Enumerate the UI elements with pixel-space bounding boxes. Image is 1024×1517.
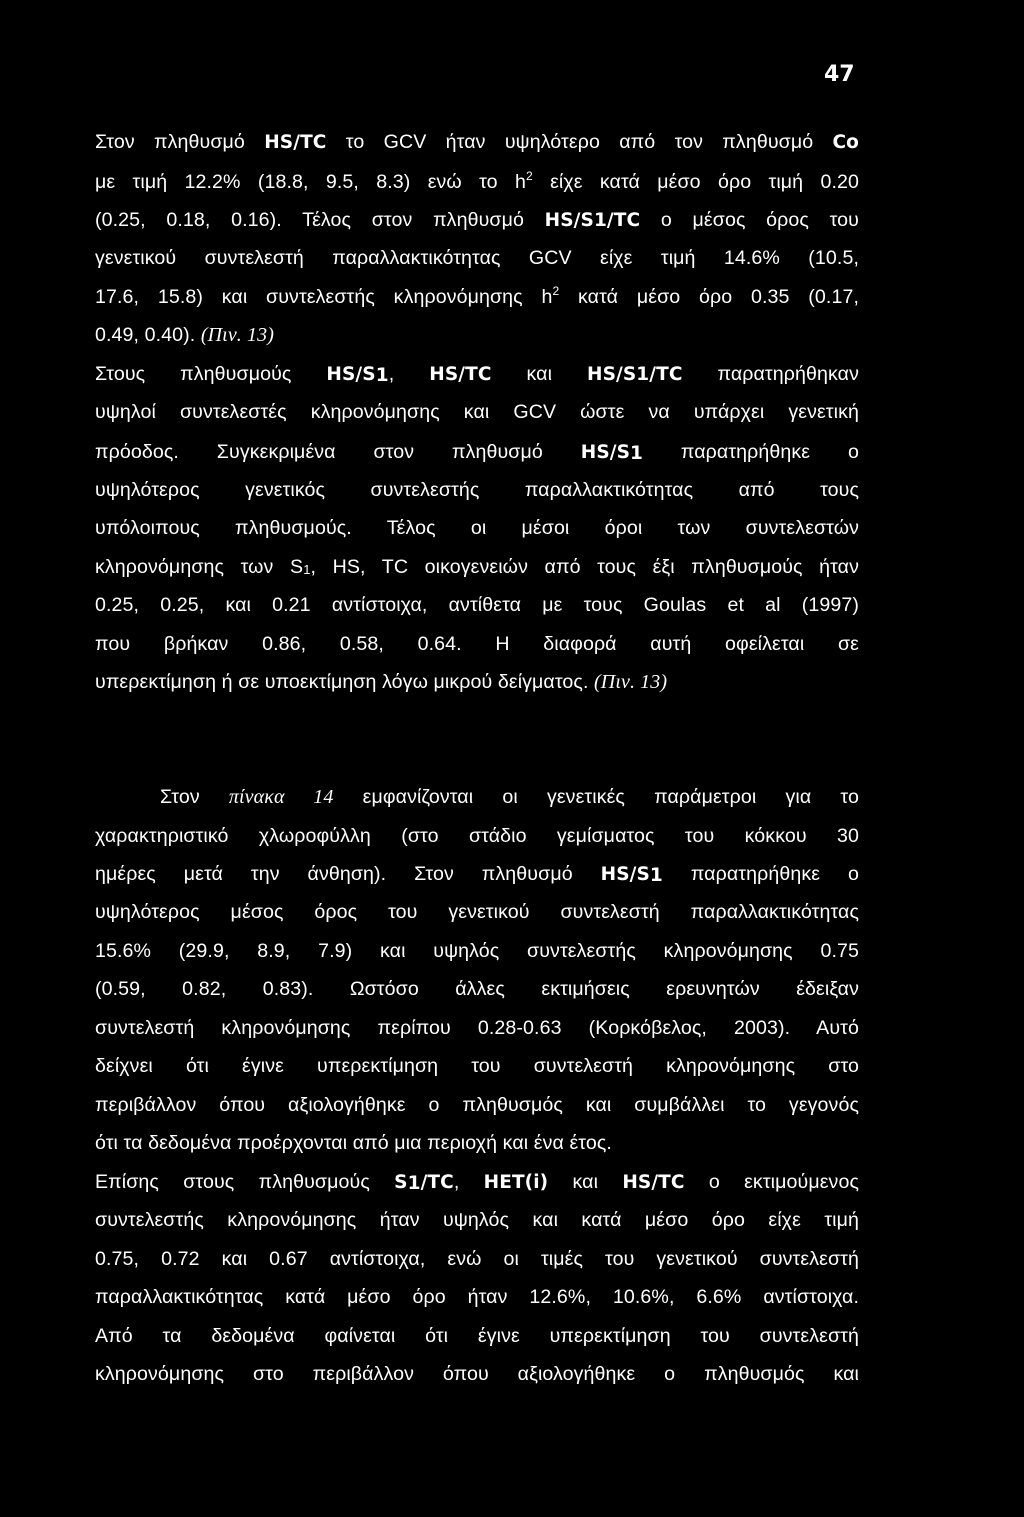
text-line: Στους πληθυσμούς $HS/S_1$, HS/TC και HS/S1/TC παρατηρήθηκαν	[95, 363, 859, 386]
text-line: κληρονόμησης των $S_1$, HS, TC οικογενειών από τους έξι πληθυσμούς ήταν	[95, 556, 859, 578]
text-line: ημέρες μετά την άνθηση). Στον πληθυσμό $HS/S_1$ παρατηρήθηκε ο	[95, 863, 859, 886]
page-number: 47	[824, 62, 855, 87]
text-line: πρόοδος. Συγκεκριμένα στον πληθυσμό $HS/S_1$ παρατηρήθηκε ο	[95, 441, 859, 464]
text-line: χαρακτηριστικό χλωροφύλλη (στο στάδιο γεμίσματος του κόκκου 30	[95, 825, 859, 847]
text-line: υψηλότερος γενετικός συντελεστής παραλλακτικότητας από τους	[95, 479, 859, 501]
text-line: συντελεστής κληρονόμησης ήταν υψηλός και κατά μέσο όρο είχε τιμή	[95, 1209, 859, 1231]
text-line: Στον πίνακα 14 εμφανίζονται οι γενετικές παράμετροι για το	[160, 786, 859, 808]
text-line: υψηλοί συντελεστές κληρονόμησης και GCV ώστε να υπάρχει γενετική	[95, 401, 859, 423]
text-line: περιβάλλον όπου αξιολογήθηκε ο πληθυσμός και συμβάλλει το γεγονός	[95, 1094, 859, 1116]
text-line: 17.6, 15.8) και συντελεστής κληρονόμησης $h^2$ κατά μέσο όρο 0.35 (0.17,	[95, 285, 859, 308]
text-line: υπερεκτίμηση ή σε υποεκτίμηση λόγω μικρού δείγματος. (Πιν. 13)	[95, 671, 668, 693]
text-line: Επίσης στους πληθυσμούς $S_1/TC$, HET(i) και HS/TC ο εκτιμούμενος	[95, 1171, 859, 1194]
text-line: υψηλότερος μέσος όρος του γενετικού συντελεστή παραλλακτικότητας	[95, 901, 859, 923]
text-line: δείχνει ότι έγινε υπερεκτίμηση του συντελεστή κληρονόμησης στο	[95, 1055, 859, 1077]
text-line: 0.25, 0.25, και 0.21 αντίστοιχα, αντίθετα με τους Goulas et al (1997)	[95, 594, 859, 616]
text-line: γενετικού συντελεστή παραλλακτικότητας GCV είχε τιμή 14.6% (10.5,	[95, 247, 859, 269]
text-line: 15.6% (29.9, 8.9, 7.9) και υψηλός συντελεστής κληρονόμησης 0.75	[95, 940, 859, 962]
text-line: Στον πληθυσμό HS/TC το GCV ήταν υψηλότερο από τον πληθυσμό Co	[95, 131, 859, 153]
text-line: (0.25, 0.18, 0.16). Τέλος στον πληθυσμό HS/S1/TC ο μέσος όρος του	[95, 209, 859, 231]
text-line: Από τα δεδομένα φαίνεται ότι έγινε υπερεκτίμηση του συντελεστή	[95, 1325, 859, 1347]
text-line: κληρονόμησης στο περιβάλλον όπου αξιολογήθηκε ο πληθυσμός και	[95, 1363, 859, 1385]
text-line: παραλλακτικότητας κατά μέσο όρο ήταν 12.6%, 10.6%, 6.6% αντίστοιχα.	[95, 1286, 859, 1308]
text-line: 0.49, 0.40). (Πιν. 13)	[95, 324, 274, 346]
text-line: συντελεστή κληρονόμησης περίπου 0.28-0.63 (Κορκόβελος, 2003). Αυτό	[95, 1017, 859, 1039]
text-line: με τιμή 12.2% (18.8, 9.5, 8.3) ενώ το $h^2$ είχε κατά μέσο όρο τιμή 0.20	[95, 170, 859, 193]
text-line: ότι τα δεδομένα προέρχονται από μια περιοχή και ένα έτος.	[95, 1132, 612, 1154]
text-line: 0.75, 0.72 και 0.67 αντίστοιχα, ενώ οι τιμές του γενετικού συντελεστή	[95, 1248, 859, 1270]
text-line: υπόλοιπους πληθυσμούς. Τέλος οι μέσοι όροι των συντελεστών	[95, 517, 859, 539]
text-line: (0.59, 0.82, 0.83). Ωστόσο άλλες εκτιμήσεις ερευνητών έδειξαν	[95, 978, 859, 1000]
text-line: που βρήκαν 0.86, 0.58, 0.64. Η διαφορά αυτή οφείλεται σε	[95, 633, 859, 655]
